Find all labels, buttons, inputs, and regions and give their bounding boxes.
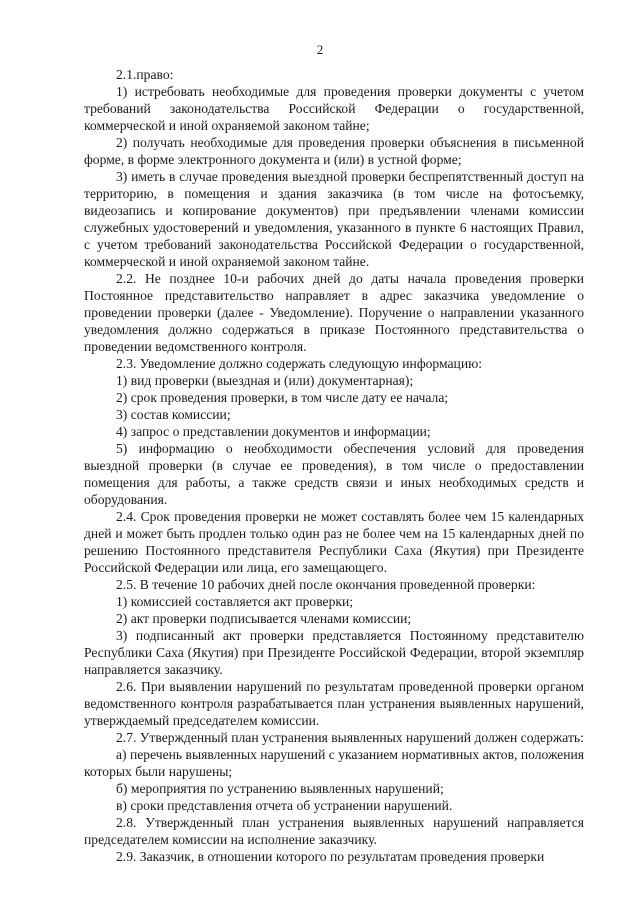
paragraph: 2.1.право: [116,67,174,82]
paragraph: 2.7. Утвержденный план устранения выявленных нарушений должен содержать: [116,730,584,745]
paragraph: 2) получать необходимые для проведения проверки объяснения в письменной форме, в форме электронного документа и (или) в устной форме; [84,135,584,167]
paragraph: 3) состав комиссии; [116,407,231,422]
paragraph: 2) акт проверки подписывается членами комиссии; [116,611,412,626]
paragraph: б) мероприятия по устранению выявленных нарушений; [116,781,444,796]
document-body [84,66,584,865]
paragraph: 2.4. Срок проведения проверки не может составлять более чем 15 календарных дней и может быть продлен только один раз не более чем на 15 календарных дней по решению Постоянного представителя Республики Саха (Якутия) при Президенте Российской Федерации или лица, его замещающего. [84,509,584,575]
paragraph: 2.6. При выявлении нарушений по результатам проведенной проверки органом ведомственного контроля разрабатывается план устранения выявленных нарушений, утверждаемый председателем комиссии. [84,679,584,728]
paragraph: 1) комиссией составляется акт проверки; [116,594,354,609]
paragraph: 2) срок проведения проверки, в том числе дату ее начала; [116,390,449,405]
paragraph: в) сроки представления отчета об устранении нарушений. [116,798,453,813]
paragraph: 1) вид проверки (выездная и (или) документарная); [116,373,414,388]
paragraph: 2.8. Утвержденный план устранения выявленных нарушений направляется председателем комиссии на исполнение заказчику. [84,815,584,847]
paragraph: 4) запрос о представлении документов и информации; [116,424,431,439]
page-number: 2 [316,42,324,57]
paragraph: 3) иметь в случае проведения выездной проверки беспрепятственный доступ на территорию, в помещения и здания заказчика (в том числе на фотосъемку, видеозапись и копирование документов) при предъявлении членами комиссии служебных удостоверений и уведомления, указанного в пункте 6 настоящих Правил, с учетом требований законодательства Российской Федерации о государственной, коммерческой и иной охраняемой законом тайне. [84,169,584,269]
paragraph: 5) информацию о необходимости обеспечения условий для проведения выездной проверки (в случае ее проведения), в том числе о предоставлении помещения для работы, а также средств связи и иных необходимых средств и оборудования. [84,441,584,507]
paragraph: 2.9. Заказчик, в отношении которого по результатам проведения проверки [116,849,545,864]
paragraph: 1) истребовать необходимые для проведения проверки документы с учетом требований законодательства Российской Федерации о государственной, коммерческой и иной охраняемой законом тайне; [84,84,584,133]
paragraph: 3) подписанный акт проверки представляется Постоянному представителю Республики Саха (Якутия) при Президенте Российской Федерации, второй экземпляр направляется заказчику. [84,628,584,677]
paragraph: а) перечень выявленных нарушений с указанием нормативных актов, положения которых были нарушены; [84,747,584,779]
paragraph: 2.5. В течение 10 рабочих дней после окончания проведенной проверки: [116,577,536,592]
paragraph: 2.2. Не позднее 10-и рабочих дней до даты начала проведения проверки Постоянное представительство направляет в адрес заказчика уведомление о проведении проверки (далее - Уведомление). Поручение о направлении указанного уведомления должно содержаться в приказе Постоянного представительства о проведении ведомственного контроля. [84,271,584,354]
paragraph: 2.3. Уведомление должно содержать следующую информацию: [116,356,483,371]
